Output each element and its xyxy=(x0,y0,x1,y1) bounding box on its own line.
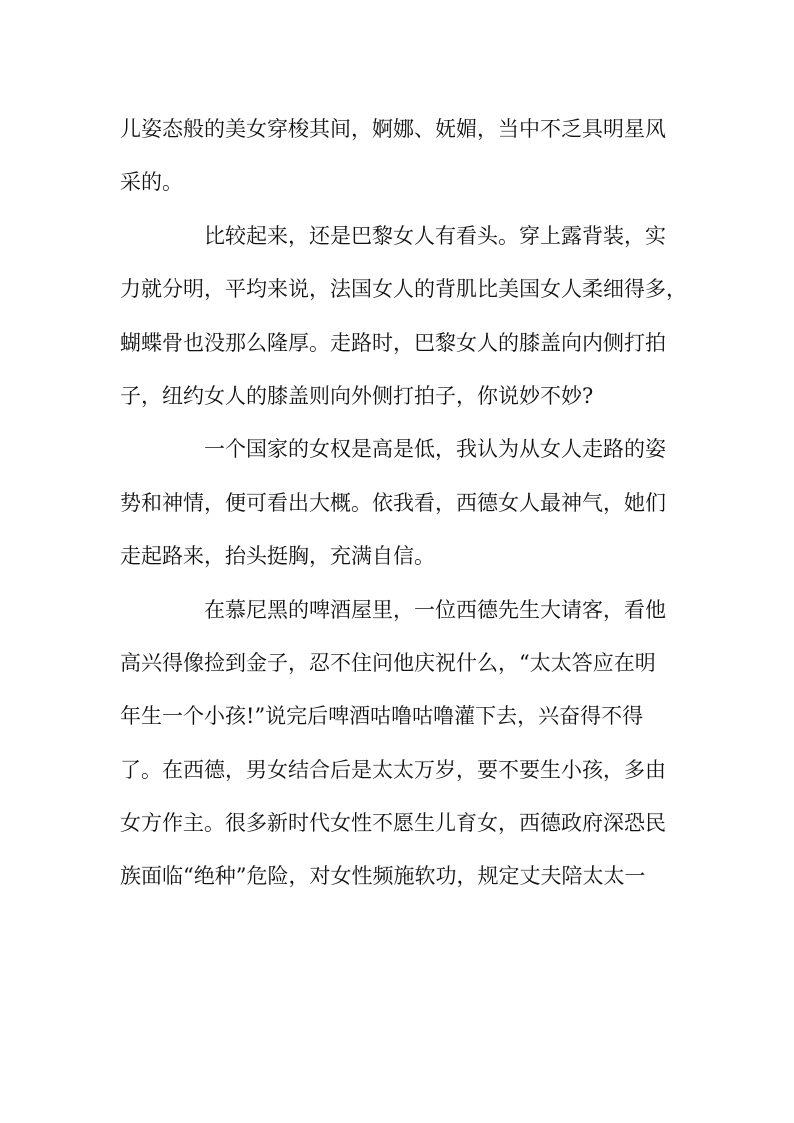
text-line: 高兴得像捡到金子，忍不住问他庆祝什么，“太太答应在明 xyxy=(120,650,656,675)
text-line: 采的。 xyxy=(120,170,183,195)
paragraph-first-line: 比较起来，还是巴黎女人有看头。穿上露背装，实 xyxy=(204,223,666,248)
text-line: 子，纽约女人的膝盖则向外侧打拍子，你说妙不妙? xyxy=(120,383,594,408)
text-line: 了。在西德，男女结合后是太太万岁，要不要生小孩，多由 xyxy=(120,757,666,782)
text-line: 族面临“绝种”危险，对女性频施软功，规定丈夫陪太太一 xyxy=(120,864,646,889)
text-line: 蝴蝶骨也没那么隆厚。走路时，巴黎女人的膝盖向内侧打拍 xyxy=(120,330,666,355)
text-line: 走起路来，抬头挺胸，充满自信。 xyxy=(120,544,435,569)
paragraph-first-line: 一个国家的女权是高是低，我认为从女人走路的姿 xyxy=(204,437,666,462)
paragraph-first-line: 在慕尼黑的啤酒屋里，一位西德先生大请客，看他 xyxy=(204,597,666,622)
text-line: 儿姿态般的美女穿梭其间，婀娜、妩媚，当中不乏具明星风 xyxy=(120,117,666,141)
body-text xyxy=(120,103,687,904)
text-line: 力就分明，平均来说，法国女人的背肌比美国女人柔细得多， xyxy=(120,277,687,302)
text-line: 女方作主。很多新时代女性不愿生儿育女，西德政府深恐民 xyxy=(120,811,666,836)
text-line: 年生一个小孩!”说完后啤酒咕噜咕噜灌下去，兴奋得不得 xyxy=(120,704,644,729)
text-line: 势和神情，便可看出大概。依我看，西德女人最神气，她们 xyxy=(120,490,666,515)
